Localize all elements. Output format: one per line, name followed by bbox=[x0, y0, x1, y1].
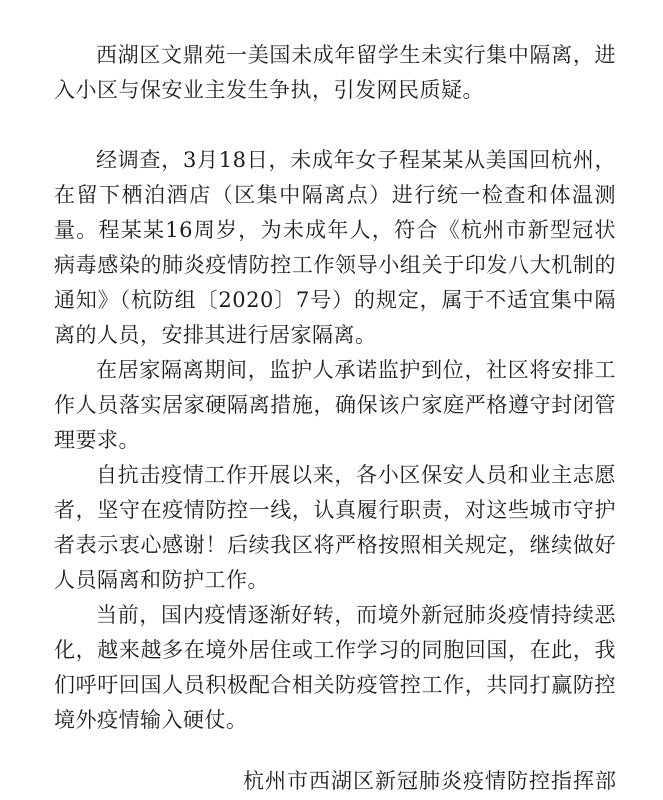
home-quarantine-paragraph: 在居家隔离期间，监护人承诺监护到位，社区将安排工作人员落实居家硬隔离措施，确保该户家庭严格遵守封闭管理要求。 bbox=[54, 358, 616, 452]
thanks-paragraph: 自抗击疫情工作开展以来，各小区保安人员和业主志愿者，坚守在疫情防控一线，认真履行职责，对这些城市守护者表示衷心感谢！后续我区将严格按照相关规定，继续做好人员隔离和防护工作。 bbox=[54, 463, 616, 592]
investigation-paragraph: 经调查，3月18日，未成年女子程某某从美国回杭州，在留下栖泊酒店（区集中隔离点）进行统一检查和体温测量。程某某16周岁，为未成年人，符合《杭州市新型冠状病毒感染的肺炎疫情防控工作领导小组关于印发八大机制的通知》（杭防组〔2020〕7号）的规定，属于不适宜集中隔离的人员，安排其进行居家隔离。 bbox=[54, 148, 616, 347]
appeal-paragraph: 当前，国内疫情逐渐好转，而境外新冠肺炎疫情持续恶化，越来越多在境外居住或工作学习的同胞回国，在此，我们呼吁回国人员积极配合相关防疫管控工作，共同打赢防控境外疫情输入硬仗。 bbox=[54, 603, 616, 732]
headline-paragraph: 西湖区文鼎苑一美国未成年留学生未实行集中隔离，进入小区与保安业主发生争执，引发网民质疑。 bbox=[54, 43, 616, 102]
signature-line: 杭州市西湖区新冠肺炎疫情防控指挥部 bbox=[243, 769, 617, 793]
